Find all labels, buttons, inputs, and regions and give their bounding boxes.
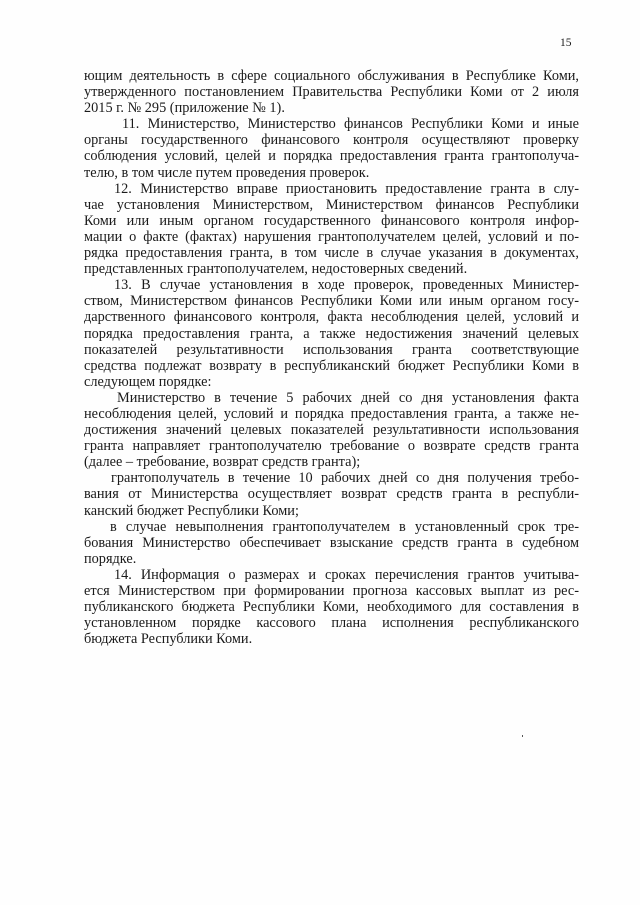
paragraph-line: следующем порядке: [84,373,212,390]
paragraph-line: бюджета Республики Коми. [84,631,253,648]
page-number: 15 [560,37,572,49]
paragraph-line: представленных грантополучателем, недостоверных сведений. [84,261,468,278]
paragraph-line: гранта направляет грантополучателю требование о возврате средств гранта [84,438,579,455]
paragraph-line: телю, в том числе путем проведения проверок. [84,164,370,181]
paragraph-line: грантополучатель в течение 10 рабочих дней со дня получения требо- [111,470,579,487]
paragraph-line: порядка предоставления гранта, а также недостижения значений целевых [84,325,579,342]
paragraph-line: 14. Информация о размерах и сроках перечисления грантов учитыва- [114,566,579,583]
paragraph-line: порядке. [84,550,137,567]
paragraph-line: публиканского бюджета Республики Коми, необходимого для составления в [84,599,579,616]
paragraph-line: средства подлежат возврату в республиканский бюджет Республики Коми в [84,357,579,374]
paragraph-line: утвержденного постановлением Правительства Республики Коми от 2 июля [84,84,579,101]
paragraph-line: ством, Министерством финансов Республики Коми или иным органом госу- [84,293,579,310]
paragraph-line: показателей результативности использования гранта соответствующие [84,341,579,358]
paragraph-line: установленном порядке кассового плана исполнения республиканского [84,615,579,632]
scan-speck [522,735,523,737]
paragraph-line: органы государственного финансового контроля осуществляют проверку [84,132,579,149]
paragraph-line: Министерство в течение 5 рабочих дней со дня установления факта [117,389,579,406]
paragraph-line: несоблюдения целей, условий и порядка предоставления гранта, а также не- [84,405,579,422]
paragraph-line: (далее – требование, возврат средств гранта); [84,454,361,471]
paragraph-line: в случае невыполнения грантополучателем в установленный срок тре- [110,518,579,535]
paragraph-line: чае установления Министерством, Министерством финансов Республики [84,196,579,213]
paragraph-line: мации о факте (фактах) нарушения грантополучателем целей, условий и по- [84,228,579,245]
paragraph-line: канский бюджет Республики Коми; [84,502,299,519]
paragraph-line: вания от Министерства осуществляет возврат средств гранта в республи- [84,486,579,503]
paragraph-line: Коми или иным органом государственного финансового контроля инфор- [84,212,579,229]
paragraph-line: рядка предоставления гранта, в том числе в случае указания в документах, [84,245,579,262]
paragraph-line: 13. В случае установления в ходе проверок, проведенных Министер- [114,277,579,294]
paragraph-line: бования Министерство обеспечивает взыскание средств гранта в судебном [84,534,579,551]
document-body [84,68,579,647]
paragraph-line: 2015 г. № 295 (приложение № 1). [84,100,285,117]
paragraph-line: ющим деятельность в сфере социального обслуживания в Республике Коми, [84,68,579,84]
paragraph-line: достижения значений целевых показателей результативности использования [84,422,579,439]
paragraph-line: 12. Министерство вправе приостановить предоставление гранта в слу- [114,180,579,197]
paragraph-line: 11. Министерство, Министерство финансов Республики Коми и иные [122,116,579,133]
paragraph-line: дарственного финансового контроля, факта несоблюдения целей, условий и [84,309,579,326]
paragraph-line: ется Министерством при формировании прогноза кассовых выплат из рес- [84,583,579,599]
paragraph-line: соблюдения условий, целей и порядка предоставления гранта грантополуча- [84,148,579,165]
